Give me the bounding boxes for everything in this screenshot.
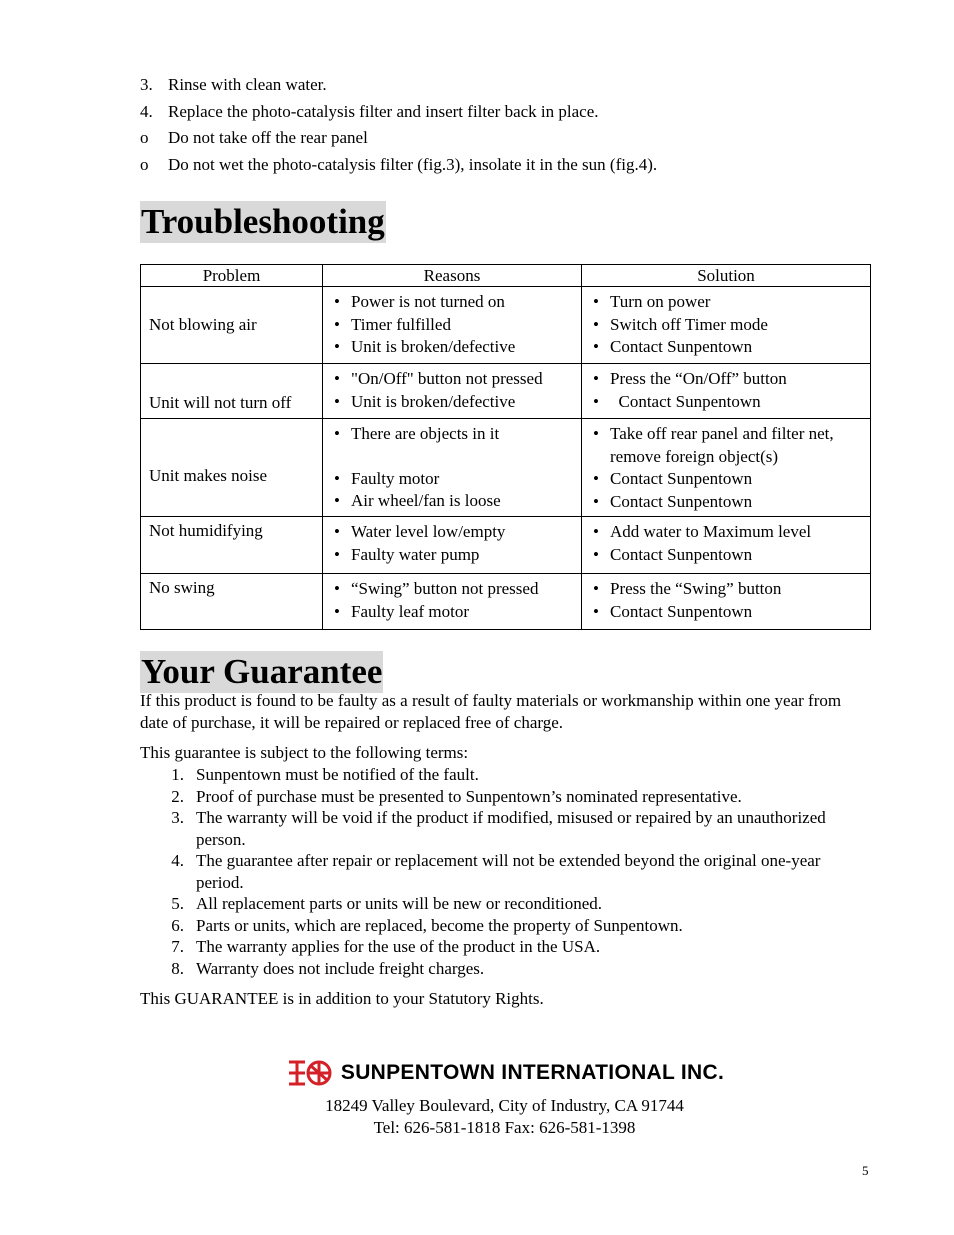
table-header-row <box>141 265 871 287</box>
problem-cell: No swing <box>141 574 323 630</box>
table-row <box>141 574 871 630</box>
troubleshooting-table <box>140 264 871 630</box>
bullet-icon: • <box>593 424 599 443</box>
bullet-icon: • <box>334 424 340 443</box>
terms-intro: This guarantee is subject to the following terms: <box>140 743 469 762</box>
company-address: 18249 Valley Boulevard, City of Industry, CA 91744 <box>325 1096 684 1115</box>
bullet-icon: • <box>593 544 599 564</box>
bullet-icon: • <box>334 544 340 564</box>
problem-cell: Not blowing air <box>141 287 323 364</box>
guarantee-intro: If this product is found to be faulty as a result of faulty materials or workmanship within one year from date of purchase, it will be repaired or replaced free of charge. <box>140 691 842 732</box>
guarantee-heading: Your Guarantee <box>141 652 383 691</box>
problem-cell: Unit makes noise <box>141 419 323 517</box>
reasons-cell: • There are objects in it • Faulty motor • Air wheel/fan is loose <box>323 419 582 517</box>
table-row <box>141 517 871 574</box>
problem-cell: Not humidifying <box>141 517 323 574</box>
list-item: 4. The guarantee after repair or replacement will not be extended beyond the original one-year period. <box>171 851 821 892</box>
column-header-solution: Solution <box>582 265 871 287</box>
bullet-icon: • <box>593 314 599 334</box>
page-number: 5 <box>862 1163 869 1178</box>
table-row <box>141 364 871 419</box>
solutions-cell: • Press the “Swing” button • Contact Sunpentown <box>582 574 871 630</box>
company-footer <box>0 1058 954 1139</box>
guarantee-closing: This GUARANTEE is in addition to your Statutory Rights. <box>140 989 544 1008</box>
list-item: 6. Parts or units, which are replaced, become the property of Sunpentown. <box>171 915 683 935</box>
bullet-icon: • <box>334 391 340 411</box>
column-header-problem: Problem <box>141 265 323 287</box>
bullet-icon: • <box>593 522 599 541</box>
company-name: SUNPENTOWN INTERNATIONAL INC. <box>340 1061 725 1084</box>
problem-cell: Unit will not turn off <box>141 364 323 419</box>
reasons-cell: • "On/Off" button not pressed • Unit is broken/defective <box>323 364 582 419</box>
bullet-icon: • <box>593 579 599 598</box>
bullet-icon: • <box>593 337 599 356</box>
list-item: o Do not wet the photo-catalysis filter (fig.3), insolate it in the sun (fig.4). <box>140 154 658 174</box>
bullet-icon: • <box>593 391 599 411</box>
column-header-reasons: Reasons <box>323 265 582 287</box>
list-item: 2. Proof of purchase must be presented to Sunpentown’s nominated representative. <box>171 786 742 806</box>
solutions-cell: • Press the “On/Off” button • Contact Sunpentown <box>582 364 871 419</box>
solutions-cell: • Turn on power • Switch off Timer mode • Contact Sunpentown <box>582 287 871 364</box>
solutions-cell: • Add water to Maximum level • Contact Sunpentown <box>582 517 871 574</box>
guarantee-section <box>140 690 860 1010</box>
list-item: 7. The warranty applies for the use of the product in the USA. <box>171 937 601 956</box>
bullet-icon: • <box>334 522 340 541</box>
reasons-cell: • “Swing” button not pressed • Faulty leaf motor <box>323 574 582 630</box>
bullet-icon: • <box>334 601 340 621</box>
solutions-cell: • Take off rear panel and filter net, remove foreign object(s) • Contact Sunpentown • Contact Sunpentown <box>582 419 871 517</box>
terms-list <box>140 764 860 979</box>
table-row <box>141 419 871 517</box>
bullet-icon: • <box>593 469 599 488</box>
bullet-icon: • <box>334 579 340 598</box>
bullet-icon: • <box>334 292 340 311</box>
company-phone: Tel: 626-581-1818 Fax: 626-581-1398 <box>373 1118 636 1137</box>
bullet-icon: • <box>593 491 599 511</box>
bullet-icon: • <box>593 369 599 388</box>
list-item: 3. The warranty will be void if the product if modified, misused or repaired by an unauthorized person. <box>171 808 826 849</box>
company-brand <box>285 1058 724 1088</box>
list-item: 4. Replace the photo-catalysis filter and insert filter back in place. <box>140 101 599 121</box>
bullet-icon: • <box>334 314 340 334</box>
reasons-cell: • Water level low/empty • Faulty water pump <box>323 517 582 574</box>
bullet-icon: • <box>593 601 599 621</box>
list-item: 8. Warranty does not include freight charges. <box>171 958 485 978</box>
table-row <box>141 287 871 364</box>
list-item: 1. Sunpentown must be notified of the fault. <box>171 765 479 784</box>
top-instruction-list <box>140 72 860 178</box>
sunpentown-logo-icon <box>285 1058 333 1088</box>
list-item: 5. All replacement parts or units will be new or reconditioned. <box>171 894 602 913</box>
list-item: 3. Rinse with clean water. <box>140 75 327 94</box>
reasons-cell: • Power is not turned on • Timer fulfilled • Unit is broken/defective <box>323 287 582 364</box>
bullet-icon: • <box>334 491 340 510</box>
bullet-icon: • <box>334 468 340 488</box>
bullet-icon: • <box>334 337 340 356</box>
list-item: o Do not take off the rear panel <box>140 128 368 147</box>
bullet-icon: • <box>593 292 599 311</box>
troubleshooting-heading: Troubleshooting <box>141 202 385 241</box>
bullet-icon: • <box>334 369 340 388</box>
